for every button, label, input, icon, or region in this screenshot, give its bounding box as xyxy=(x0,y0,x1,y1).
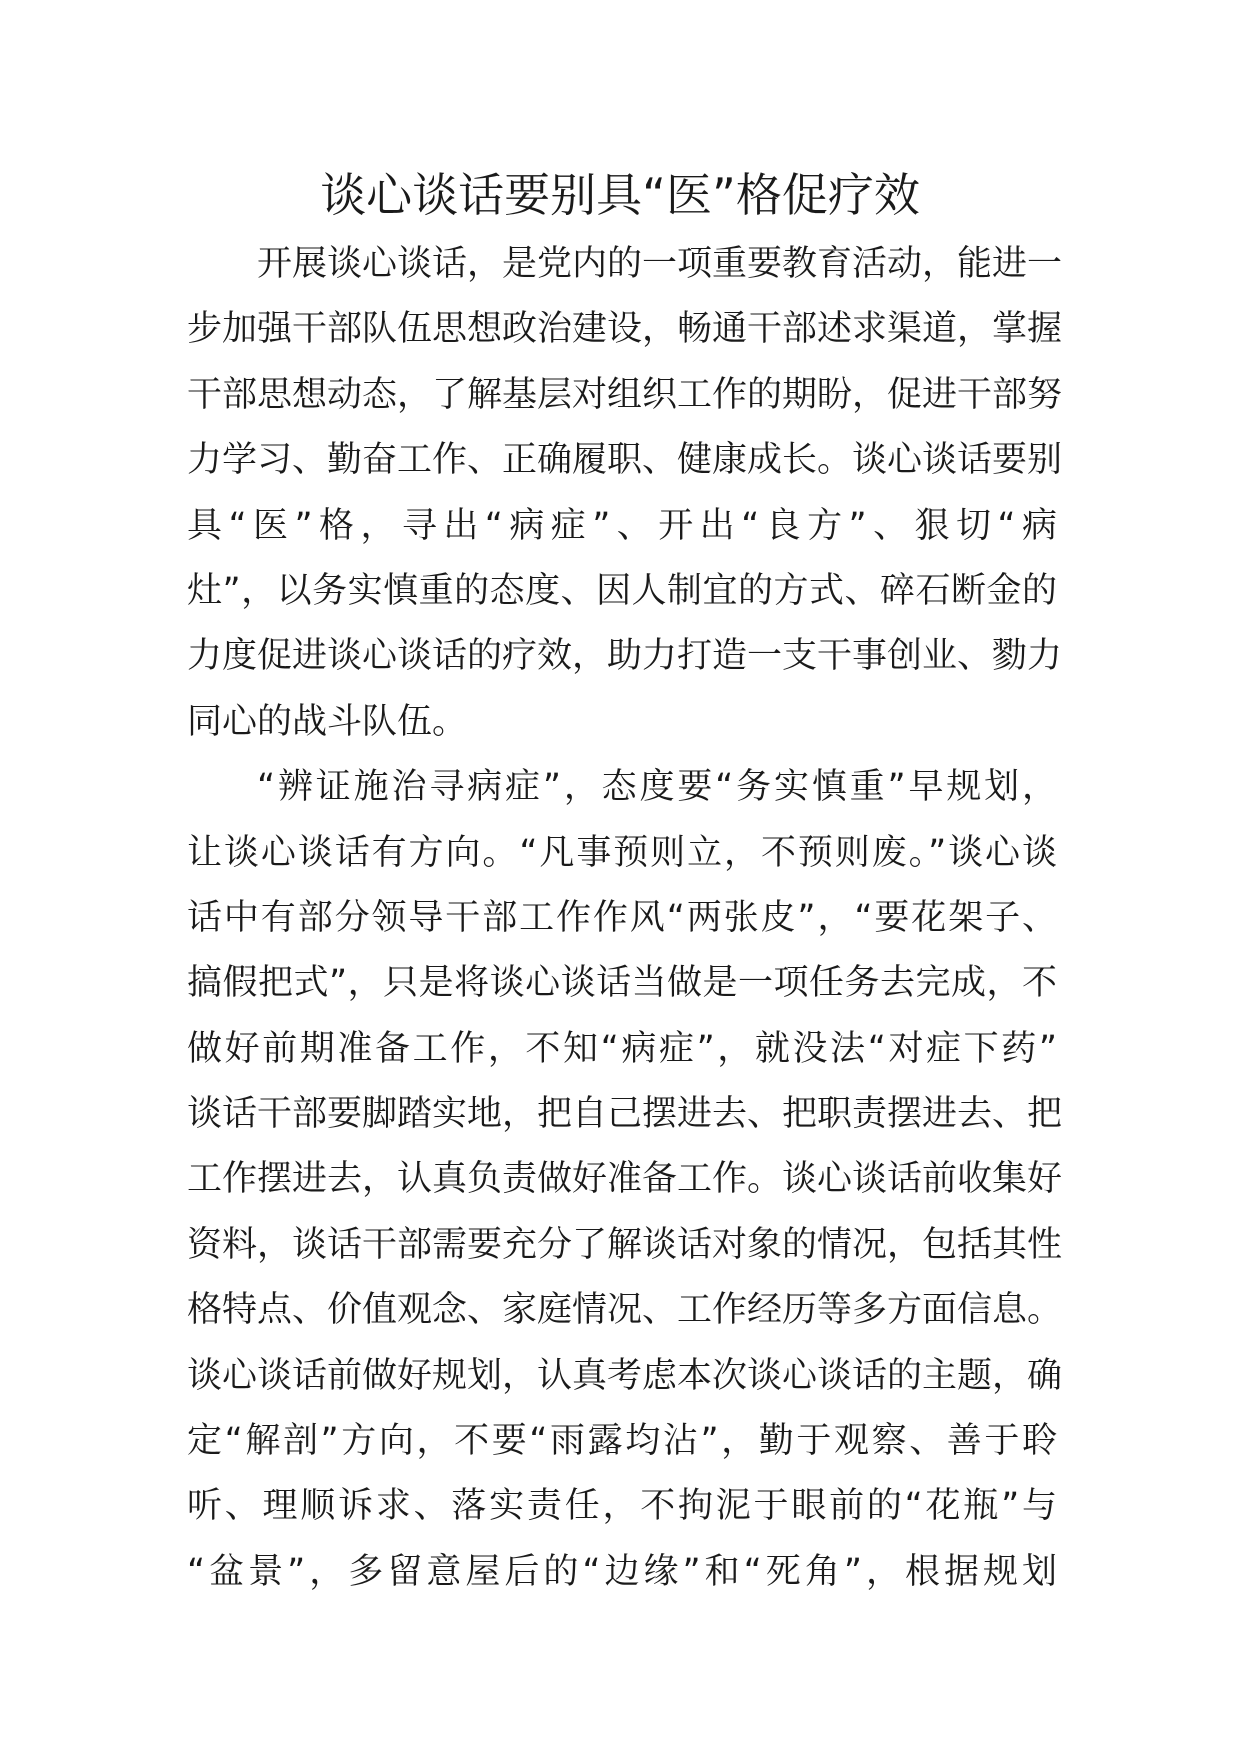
text-line: “辨证施治寻病症”，态度要“务实慎重”早规划， xyxy=(257,767,1057,808)
text-line: 灶”，以务实慎重的态度、因人制宜的方式、碎石断金的 xyxy=(187,570,1057,611)
text-line: 做好前期准备工作，不知“病症”，就没法“对症下药” xyxy=(187,1028,1057,1069)
text-line: “盆景”，多留意屋后的“边缘”和“死角”，根据规划 xyxy=(187,1551,1057,1592)
text-line: 听、理顺诉求、落实责任，不拘泥于眼前的“花瓶”与 xyxy=(187,1486,1057,1527)
text-line: 步加强干部队伍思想政治建设，畅通干部述求渠道，掌握 xyxy=(187,309,1063,350)
text-line: 具“医”格，寻出“病症”、开出“良方”、狠切“病 xyxy=(187,505,1057,546)
text-line: 同心的战斗队伍。 xyxy=(187,701,468,742)
text-line: 定“解剖”方向，不要“雨露均沾”，勤于观察、善于聆 xyxy=(187,1421,1057,1462)
text-line: 开展谈心谈话，是党内的一项重要教育活动，能进一 xyxy=(257,244,1063,284)
text-line: 资料，谈话干部需要充分了解谈话对象的情况，包括其性 xyxy=(187,1224,1063,1265)
text-line: 谈话干部要脚踏实地，把自己摆进去、把职责摆进去、把 xyxy=(187,1094,1063,1135)
text-line: 工作摆进去，认真负责做好准备工作。谈心谈话前收集好 xyxy=(187,1159,1063,1200)
text-line: 话中有部分领导干部工作作风“两张皮”，“要花架子、 xyxy=(187,897,1057,938)
text-line: 力度促进谈心谈话的疗效，助力打造一支干事创业、勠力 xyxy=(187,636,1063,677)
text-line: 谈心谈话前做好规划，认真考虑本次谈心谈话的主题，确 xyxy=(187,1355,1063,1396)
document-title: 谈心谈话要别具“医”格促疗效 xyxy=(320,168,920,222)
document-body xyxy=(187,232,1063,1605)
text-line: 力学习、勤奋工作、正确履职、健康成长。谈心谈话要别 xyxy=(187,440,1063,481)
text-line: 搞假把式”，只是将谈心谈话当做是一项任务去完成，不 xyxy=(187,963,1057,1004)
text-line: 格特点、价值观念、家庭情况、工作经历等多方面信息。 xyxy=(187,1290,1063,1331)
text-line: 干部思想动态，了解基层对组织工作的期盼，促进干部努 xyxy=(187,374,1063,415)
text-line: 让谈心谈话有方向。“凡事预则立，不预则废。”谈心谈 xyxy=(187,832,1057,873)
